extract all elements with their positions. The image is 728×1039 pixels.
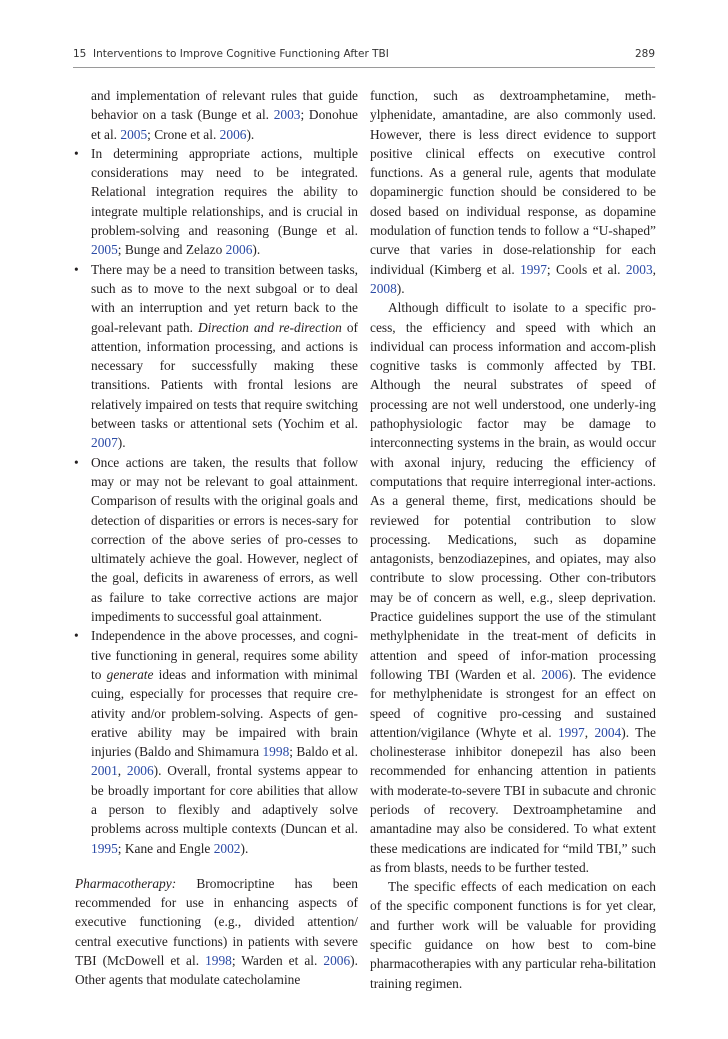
left-column	[75, 86, 358, 990]
citation-link[interactable]: 2006	[126, 763, 154, 779]
bullet-icon: •	[74, 145, 79, 161]
bullet-icon: •	[74, 628, 79, 644]
bullet-item: • Independence in the above processes, and cogni-tive functioning in general, requires some ability to generate ideas and information with minimal cuing, especially for processes that require cre-ativity and/or problem-solving. Aspects of gen-erative ability may be impaired with brain injuries (Baldo and Shimamura 1998; Baldo et al. 2001, 2006). Overall, frontal systems appear to be broadly important for core abilities that allow a person to flexibly and adaptively solve problems across multiple contexts (Duncan et al. 1995; Kane and Engle 2002).	[74, 628, 358, 856]
citation-link[interactable]: 2002	[213, 840, 241, 856]
citation-link[interactable]: 1995	[91, 840, 118, 856]
pharmacotherapy-paragraph: Pharmacotherapy: Bromocriptine has been recommended for use in enhancing aspects of executive functioning (e.g., divided attention/ central executive functions) in patients with severe TBI (McDowell et al. 1998; Warden et al. 2006). Other agents that modulate catecholamine	[75, 875, 358, 988]
continued-paragraph: and implementation of relevant rules that guide behavior on a task (Bunge et al. 2003; Donohue et al. 2005; Crone et al. 2006).	[91, 88, 358, 142]
running-header	[73, 48, 655, 64]
citation-link[interactable]: 2005	[120, 126, 148, 142]
body-paragraph: Although difficult to isolate to a specific pro-cess, the efficiency and speed with which an individual can process information and accom-plish cognitive tasks is commonly affected by TBI. Although the neural substrates of speed of processing are not well understood, one underly-ing pathophysiologic factor may be damage to interconnecting systems in the brain, as would occur with axonal injury, reducing the efficiency of computations that require interregional inter-actions. As a general theme, first, medications should be reviewed for potential contribution to slow processing. Medications, such as dopamine antagonists, benzodiazepines, and opiates, may also contribute to slow processing. Other con-tributors may be of concern as well, e.g., sleep deprivation. Practice guidelines support the use of the stimulant methylphenidate in the treat-ment of deficits in attention and speed of infor-mation processing following TBI (Warden et al. 2006). The evidence for methylphenidate is strongest for an effect on speed of cognitive pro-cessing and sustained attention/vigilance (Whyte et al. 1997, 2004). The cholinesterase inhibitor donepezil has also been recommended for enhancing attention in patients with moderate-to-severe TBI in subacute and chronic periods of recovery. Dextroamphetamine and amantadine may also be considered. To what extent these medications are indicated for “mild TBI,” such as from blasts, needs to be further tested.	[370, 300, 656, 875]
citation-link[interactable]: 2003	[625, 261, 653, 277]
citation-link[interactable]: 2006	[323, 953, 351, 969]
chapter-title: Interventions to Improve Cognitive Functioning After TBI	[93, 48, 389, 60]
bullet-item: • Once actions are taken, the results that follow may or may not be relevant to goal attainment. Comparison of results with the original goals and detection of disparities or errors is neces-sary for correction of the above series of pro-cesses to ultimately achieve the goal. However, neglect of the goal, deficits in awareness of errors, as well as failure to take corrective actions are major impediments to successful goal attainment.	[74, 454, 358, 625]
citation-link[interactable]: 2003	[273, 107, 301, 123]
section-run-in-heading: Pharmacotherapy:	[75, 875, 177, 891]
citation-link[interactable]: 1997	[520, 261, 547, 277]
citation-link[interactable]: 2006	[225, 242, 253, 258]
bullet-item: • In determining appropriate actions, multiple considerations may need to be integrated. Relational integration requires the ability to integrate multiple relationships, and is crucial in problem-solving and reasoning (Bunge et al. 2005; Bunge and Zelazo 2006).	[74, 145, 358, 258]
citation-link[interactable]: 2001	[91, 763, 118, 779]
citation-link[interactable]: 2004	[594, 724, 622, 740]
citation-link[interactable]: 1998	[262, 744, 290, 760]
citation-link[interactable]: 1998	[205, 953, 232, 969]
continued-paragraph: function, such as dextroamphetamine, meth-ylphenidate, amantadine, are also commonly used. However, there is less direct evidence to support positive clinical effects on executive control functions. As a general rule, agents that modulate dopaminergic function should be considered to be dosed based on individual response, as dopamine modulation of function tends to follow a “U-shaped” curve that varies in dose-relationship for each individual (Kimberg et al. 1997; Cools et al. 2003, 2008).	[370, 88, 656, 296]
citation-link[interactable]: 2005	[91, 242, 118, 258]
citation-link[interactable]: 2006	[219, 126, 247, 142]
citation-link[interactable]: 2006	[541, 666, 569, 682]
bullet-icon: •	[74, 261, 79, 277]
body-paragraph: The specific effects of each medication on each of the specific component functions is for yet clear, and further work will be valuable for providing specific guidance on how best to com-bine pharmacotherapies with any particular reha-bilitation training regimen.	[370, 879, 656, 991]
citation-link[interactable]: 2008	[370, 280, 397, 296]
paragraph-gap	[75, 858, 358, 874]
header-rule	[73, 67, 655, 68]
right-column	[370, 86, 656, 993]
bullet-item: • There may be a need to transition between tasks, such as to move to the next subgoal or to deal with an interruption and yet return back to the goal-relevant path. Direction and re-direction of attention, information processing, and actions is necessary for successfully making these transitions. Patients with frontal lesions are relatively impaired on tests that require switching between tasks or attentional sets (Yochim et al. 2007).	[74, 261, 358, 451]
chapter-number: 15	[73, 48, 87, 60]
citation-link[interactable]: 2007	[91, 435, 118, 451]
bullet-icon: •	[74, 454, 79, 470]
citation-link[interactable]: 1997	[557, 724, 585, 740]
page-number: 289	[634, 48, 655, 60]
